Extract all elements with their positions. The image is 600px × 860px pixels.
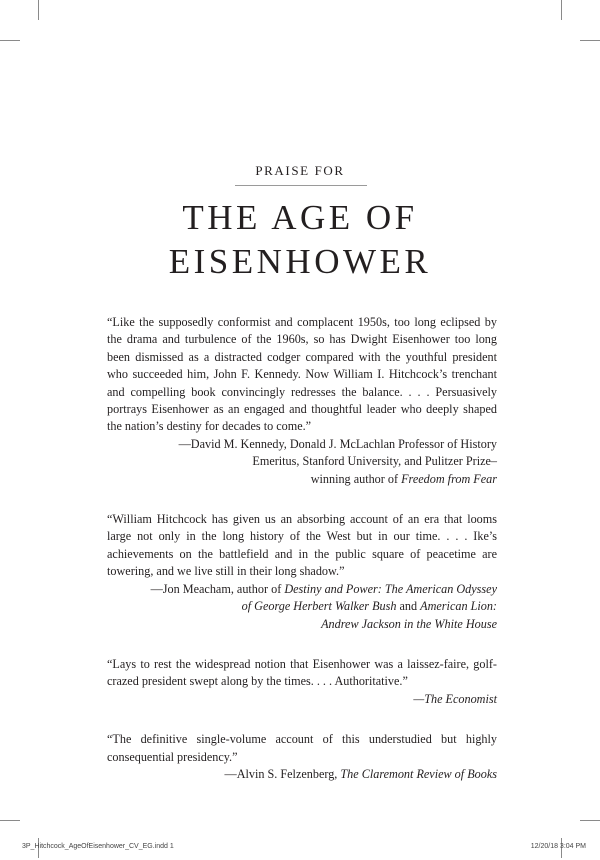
blurb-meacham [107, 511, 497, 633]
attribution-text: and [396, 599, 421, 614]
blurb-attribution [107, 766, 497, 783]
book-title [0, 196, 600, 284]
attribution-line [107, 691, 497, 708]
attribution-line: —David M. Kennedy, Donald J. McLachlan Professor of History [178, 436, 497, 451]
attribution-line [107, 581, 497, 598]
blurb-kennedy [107, 314, 497, 488]
crop-mark-top-right-h [580, 40, 600, 41]
attribution-book-title: American Lion: [420, 599, 497, 614]
blurb-attribution [107, 436, 497, 488]
attribution-book-title: Destiny and Power: The American Odyssey [284, 581, 497, 596]
attribution-book-title: of George Herbert Walker Bush [241, 599, 397, 614]
blurb-text: “Lays to rest the widespread notion that Eisenhower was a laissez-faire, golf-crazed president swept along by the times. . . . Authoritative.” [107, 656, 497, 689]
attribution-line [107, 598, 497, 615]
attribution-text: winning author of [310, 471, 402, 486]
blurb-economist [107, 656, 497, 708]
attribution-line [107, 766, 497, 783]
praise-quotes [107, 314, 497, 806]
crop-mark-bottom-right-h [580, 820, 600, 821]
attribution-book-title: Andrew Jackson in the White House [321, 616, 497, 631]
crop-mark-top-right-v [561, 0, 562, 20]
crop-mark-top-left-h [0, 40, 20, 41]
crop-mark-bottom-left-h [0, 820, 20, 821]
attribution-text: —Jon Meacham, author of [150, 581, 285, 596]
heading-underline [235, 185, 367, 186]
blurb-attribution [107, 581, 497, 633]
print-slug-date: 12/20/18 3:04 PM [530, 843, 586, 850]
crop-mark-top-left-v [38, 0, 39, 20]
praise-heading: PRAISE FOR [255, 163, 345, 178]
blurb-text: “William Hitchcock has given us an absorbing account of an era that looms large not only in the long history of the West but in our time. . . . Ike’s achievements on the battlefield and in the public square of peacetime are towering, and we live still in their long shadow.” [107, 512, 497, 579]
blurb-attribution [107, 691, 497, 708]
book-title-line-2: EISENHOWER [168, 242, 432, 281]
attribution-line [107, 471, 497, 488]
blurb-felzenberg [107, 731, 497, 783]
attribution-publication: —The Economist [413, 691, 497, 706]
print-slug-filename: 3P_Hitchcock_AgeOfEisenhower_CV_EG.indd 1 [22, 843, 174, 850]
book-title-line-1: THE AGE OF [182, 198, 418, 237]
blurb-text: “Like the supposedly conformist and complacent 1950s, too long eclipsed by the drama and turbulence of the 1960s, so has Dwight Eisenhower too long been dismissed as a distracted codger compared with the youthful president who succeeded him, John F. Kennedy. Now William I. Hitchcock’s trenchant and compelling book convincingly redresses the balance. . . . Persuasively portrays Eisenhower as an engaged and thoughtful leader who deeply shaped the nation’s destiny for decades to come.” [107, 315, 497, 434]
attribution-line: Emeritus, Stanford University, and Pulitzer Prize– [252, 454, 497, 469]
attribution-publication: The Claremont Review of Books [340, 766, 497, 781]
attribution-book-title: Freedom from Fear [401, 471, 497, 486]
blurb-text: “The definitive single-volume account of this understudied but highly consequential presidency.” [107, 732, 497, 764]
attribution-text: —Alvin S. Felzenberg, [224, 766, 341, 781]
attribution-line [107, 616, 497, 633]
